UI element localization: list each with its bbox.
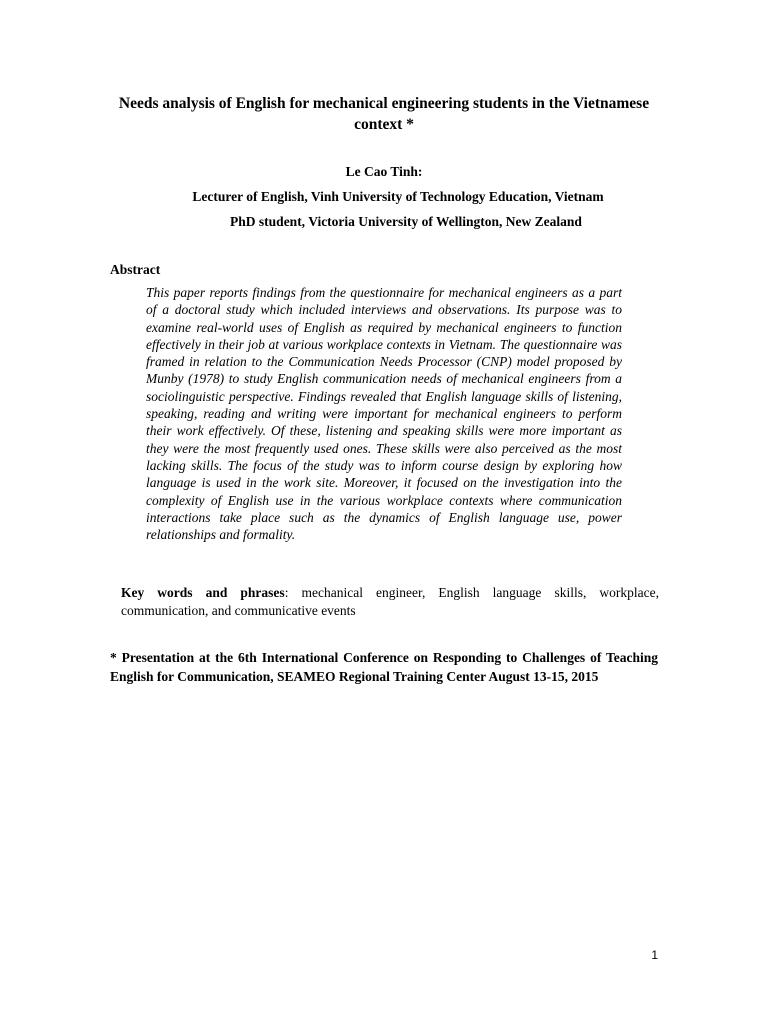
keywords-separator: : bbox=[284, 585, 289, 600]
presentation-note: * Presentation at the 6th International Conference on Responding to Challenges of Teaching English for Communication, SEAMEO Regional Training Center August 13-15, 2015 bbox=[110, 650, 658, 684]
keywords-label: Key words and phrases bbox=[121, 585, 285, 600]
author-affiliation-1: Lecturer of English, Vinh University of Technology Education, Vietnam bbox=[192, 189, 604, 204]
keywords-paragraph bbox=[121, 584, 659, 619]
paper-title: Needs analysis of English for mechanical engineering students in the Vietnamese context * bbox=[118, 95, 650, 133]
author-name: Le Cao Tinh: bbox=[345, 164, 423, 179]
abstract-body: This paper reports findings from the questionnaire for mechanical engineers as a part of a doctoral study which included interviews and observations. Its purpose was to examine real-world uses of English as required by mechanical engineers to function effectively in their job at various workplace contexts in Vietnam. The questionnaire was framed in relation to the Communication Needs Processor (CNP) model proposed by Munby (1978) to study English communication needs of mechanical engineers from a sociolinguistic perspective. Findings revealed that English language skills of listening, speaking, reading and writing were important for mechanical engineers to perform their work effectively. Of these, listening and speaking skills were more important as they were the most frequently used ones. These skills were also perceived as the most lacking skills. The focus of the study was to inform course design by exploring how language is used in the work site. Moreover, it focused on the investigation into the complexity of English use in the various workplace contexts where communication interactions take place such as the dynamics of English language use, power relationships and formality. bbox=[146, 285, 622, 543]
author-affiliation-2: PhD student, Victoria University of Wellington, New Zealand bbox=[230, 214, 582, 229]
abstract-heading: Abstract bbox=[110, 262, 161, 277]
keywords-text: mechanical engineer, English language skills, workplace, communication, and communicative events bbox=[121, 585, 659, 618]
page-number: 1 bbox=[651, 948, 658, 962]
